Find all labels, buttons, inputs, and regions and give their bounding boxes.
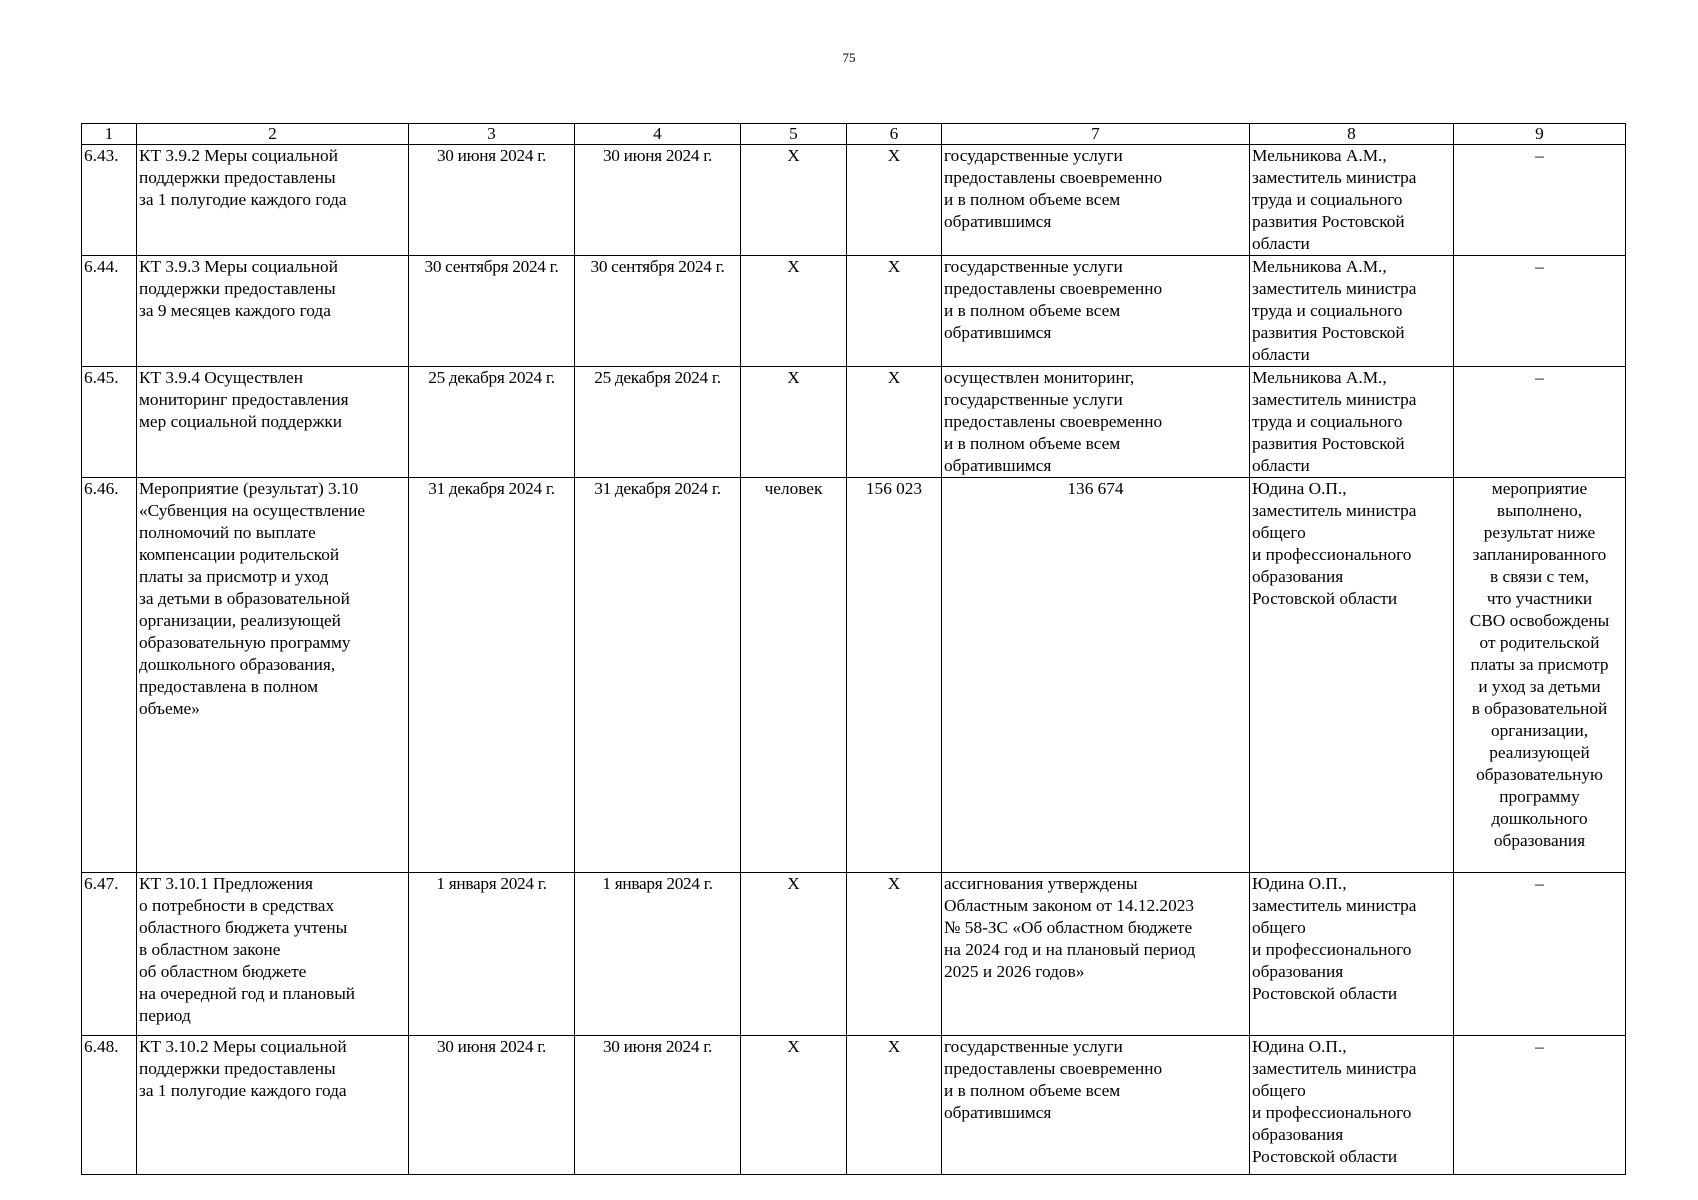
planned-date: 25 декабря 2024 г. xyxy=(409,367,575,478)
row-number: 6.46. xyxy=(82,478,137,873)
event-name: Мероприятие (результат) 3.10 «Субвенция на осуществление полномочий по выплате компенсации родительской платы за присмотр и уход за детьми в образовательной организации, реализующей образовательную программу дошкольного образования, предоставлена в полном объеме» xyxy=(137,478,409,873)
event-name: КТ 3.9.3 Меры социальной поддержки предоставлены за 9 месяцев каждого года xyxy=(137,256,409,367)
unit-cell: человек xyxy=(741,478,847,873)
actual-date: 30 июня 2024 г. xyxy=(575,145,741,256)
table-row xyxy=(82,1036,1626,1175)
actual-date: 1 января 2024 г. xyxy=(575,873,741,1036)
responsible-person: Юдина О.П., заместитель министра общего и профессионального образования Ростовской области xyxy=(1250,1036,1454,1175)
header-cell: 5 xyxy=(741,124,847,145)
header-cell: 6 xyxy=(847,124,942,145)
event-name: КТ 3.10.1 Предложения о потребности в средствах областного бюджета учтены в областном законе об областном бюджете на очередной год и плановый период xyxy=(137,873,409,1036)
note-cell: – xyxy=(1454,256,1626,367)
planned-date: 31 декабря 2024 г. xyxy=(409,478,575,873)
responsible-person: Мельникова А.М., заместитель министра труда и социального развития Ростовской области xyxy=(1250,367,1454,478)
actual-result: государственные услуги предоставлены своевременно и в полном объеме всем обратившимся xyxy=(942,1036,1250,1175)
row-number: 6.47. xyxy=(82,873,137,1036)
header-row xyxy=(82,124,1626,145)
planned-date: 30 июня 2024 г. xyxy=(409,1036,575,1175)
plan-value: Х xyxy=(847,873,942,1036)
header-cell: 7 xyxy=(942,124,1250,145)
note-cell: – xyxy=(1454,367,1626,478)
actual-result: 136 674 xyxy=(942,478,1250,873)
event-name: КТ 3.10.2 Меры социальной поддержки предоставлены за 1 полугодие каждого года xyxy=(137,1036,409,1175)
note-cell: – xyxy=(1454,873,1626,1036)
planned-date: 30 июня 2024 г. xyxy=(409,145,575,256)
header-cell: 4 xyxy=(575,124,741,145)
page-number: 75 xyxy=(842,50,856,65)
actual-date: 30 сентября 2024 г. xyxy=(575,256,741,367)
unit-cell: Х xyxy=(741,873,847,1036)
table-row xyxy=(82,256,1626,367)
row-number: 6.48. xyxy=(82,1036,137,1175)
report-table xyxy=(81,123,1626,1175)
actual-date: 25 декабря 2024 г. xyxy=(575,367,741,478)
unit-cell: Х xyxy=(741,1036,847,1175)
table-row xyxy=(82,367,1626,478)
note-cell: – xyxy=(1454,145,1626,256)
header-cell: 3 xyxy=(409,124,575,145)
actual-date: 31 декабря 2024 г. xyxy=(575,478,741,873)
row-number: 6.43. xyxy=(82,145,137,256)
header-cell: 8 xyxy=(1250,124,1454,145)
unit-cell: Х xyxy=(741,367,847,478)
responsible-person: Мельникова А.М., заместитель министра труда и социального развития Ростовской области xyxy=(1250,145,1454,256)
plan-value: Х xyxy=(847,256,942,367)
actual-result: ассигнования утверждены Областным законом от 14.12.2023 № 58-ЗС «Об областном бюджете на 2024 год и на плановый период 2025 и 2026 годов» xyxy=(942,873,1250,1036)
note-cell: – xyxy=(1454,1036,1626,1175)
unit-cell: Х xyxy=(741,256,847,367)
event-name: КТ 3.9.2 Меры социальной поддержки предоставлены за 1 полугодие каждого года xyxy=(137,145,409,256)
actual-date: 30 июня 2024 г. xyxy=(575,1036,741,1175)
planned-date: 30 сентября 2024 г. xyxy=(409,256,575,367)
actual-result: государственные услуги предоставлены своевременно и в полном объеме всем обратившимся xyxy=(942,256,1250,367)
responsible-person: Юдина О.П., заместитель министра общего и профессионального образования Ростовской области xyxy=(1250,873,1454,1036)
plan-value: Х xyxy=(847,1036,942,1175)
note-cell: мероприятие выполнено, результат ниже запланированного в связи с тем, что участники СВО освобождены от родительской платы за присмотр и уход за детьми в образовательной организации, реализующей образовательную программу дошкольного образования xyxy=(1454,478,1626,873)
row-number: 6.44. xyxy=(82,256,137,367)
table-row xyxy=(82,145,1626,256)
actual-result: осуществлен мониторинг, государственные услуги предоставлены своевременно и в полном объеме всем обратившимся xyxy=(942,367,1250,478)
responsible-person: Юдина О.П., заместитель министра общего и профессионального образования Ростовской области xyxy=(1250,478,1454,873)
actual-result: государственные услуги предоставлены своевременно и в полном объеме всем обратившимся xyxy=(942,145,1250,256)
table-row xyxy=(82,873,1626,1036)
header-cell: 2 xyxy=(137,124,409,145)
plan-value: Х xyxy=(847,145,942,256)
unit-cell: Х xyxy=(741,145,847,256)
event-name: КТ 3.9.4 Осуществлен мониторинг предоставления мер социальной поддержки xyxy=(137,367,409,478)
header-cell: 9 xyxy=(1454,124,1626,145)
row-number: 6.45. xyxy=(82,367,137,478)
header-cell: 1 xyxy=(82,124,137,145)
plan-value: 156 023 xyxy=(847,478,942,873)
plan-value: Х xyxy=(847,367,942,478)
table-row xyxy=(82,478,1626,873)
planned-date: 1 января 2024 г. xyxy=(409,873,575,1036)
responsible-person: Мельникова А.М., заместитель министра труда и социального развития Ростовской области xyxy=(1250,256,1454,367)
